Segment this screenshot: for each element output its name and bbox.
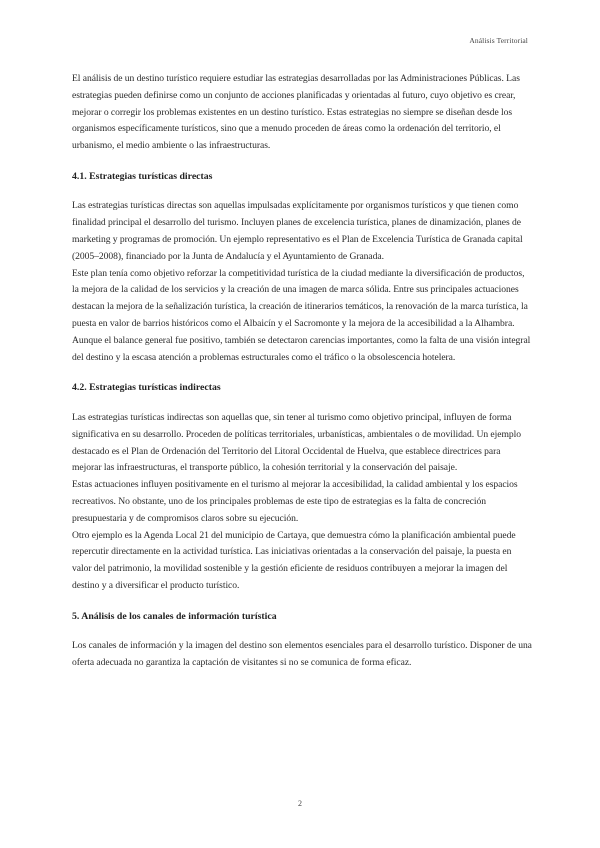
section-heading-indirect-strategies: 4.2. Estrategias turísticas indirectas [72, 382, 221, 394]
running-header: Análisis Territorial [469, 36, 528, 45]
paragraph-direct-2: Este plan tenía como objetivo reforzar la competitividad turística de la ciudad mediante la diversificación de productos, la mejora de la calidad de los servicios y la creación de una imagen de marca sólida. Entre sus principales actuaciones destacan la mejora de la señalización turística, la creación de itinerarios temáticos, la renovación de la marca turística, la puesta en valor de barrios históricos como el Albaicín y el Sacromonte y la mejora de la accesibilidad a la Alhambra. Aunque el balance general fue positivo, también se detectaron carencias importantes, como la falta de una visión integral del destino y la escasa atención a problemas estructurales como el tráfico o la obsolescencia hotelera. [72, 267, 531, 363]
page-number: 2 [298, 799, 302, 808]
section-heading-direct-strategies: 4.1. Estrategias turísticas directas [72, 170, 213, 182]
section-heading-information-channels: 5. Análisis de los canales de información turística [72, 610, 277, 622]
page-content [72, 71, 532, 672]
paragraph-channels-1: Los canales de información y la imagen del destino son elementos esenciales para el desarrollo turístico. Disponer de una oferta adecuada no garantiza la captación de visitantes si no se comunica de forma eficaz. [72, 640, 532, 669]
paragraph-indirect-1: Las estrategias turísticas indirectas son aquellas que, sin tener al turismo como objetivo principal, influyen de forma significativa en su desarrollo. Proceden de políticas territoriales, urbanísticas, ambientales o de movilidad. Un ejemplo destacado es el Plan de Ordenación del Territorio del Litoral Occidental de Huelva, que establece directrices para mejorar las infraestructuras, el transporte público, la cohesión territorial y la conservación del paisaje. [72, 411, 521, 474]
paragraph-indirect-3: Otro ejemplo es la Agenda Local 21 del municipio de Cartaya, que demuestra cómo la planificación ambiental puede repercutir directamente en la actividad turística. Las iniciativas orientadas a la conservación del paisaje, la puesta en valor del patrimonio, la movilidad sostenible y la gestión eficiente de residuos contribuyen a mejorar la imagen del destino y a diversificar el producto turístico. [72, 529, 516, 591]
paragraph-direct-1: Las estrategias turísticas directas son aquellas impulsadas explícitamente por organismos turísticos y que tienen como finalidad principal el desarrollo del turismo. Incluyen planes de excelencia turística, planes de dinamización, planes de marketing y programas de promoción. Un ejemplo representativo es el Plan de Excelencia Turística de Granada capital (2005–2008), financiado por la Junta de Andalucía y el Ayuntamiento de Granada. [72, 200, 523, 262]
paragraph-indirect-2: Estas actuaciones influyen positivamente en el turismo al mejorar la accesibilidad, la calidad ambiental y los espacios recreativos. No obstante, uno de los principales problemas de este tipo de estrategias es la falta de concreción presupuestaria y de compromisos claros sobre su ejecución. [72, 479, 518, 524]
intro-paragraph: El análisis de un destino turístico requiere estudiar las estrategias desarrolladas por las Administraciones Públicas. Las estrategias pueden definirse como un conjunto de acciones planificadas y orientadas al futuro, cuyo objetivo es crear, mejorar o corregir los problemas existentes en un destino turístico. Estas estrategias no siempre se diseñan desde los organismos específicamente turísticos, sino que a menudo proceden de áreas como la ordenación del territorio, el urbanismo, el medio ambiente o las infraestructuras. [72, 73, 520, 152]
